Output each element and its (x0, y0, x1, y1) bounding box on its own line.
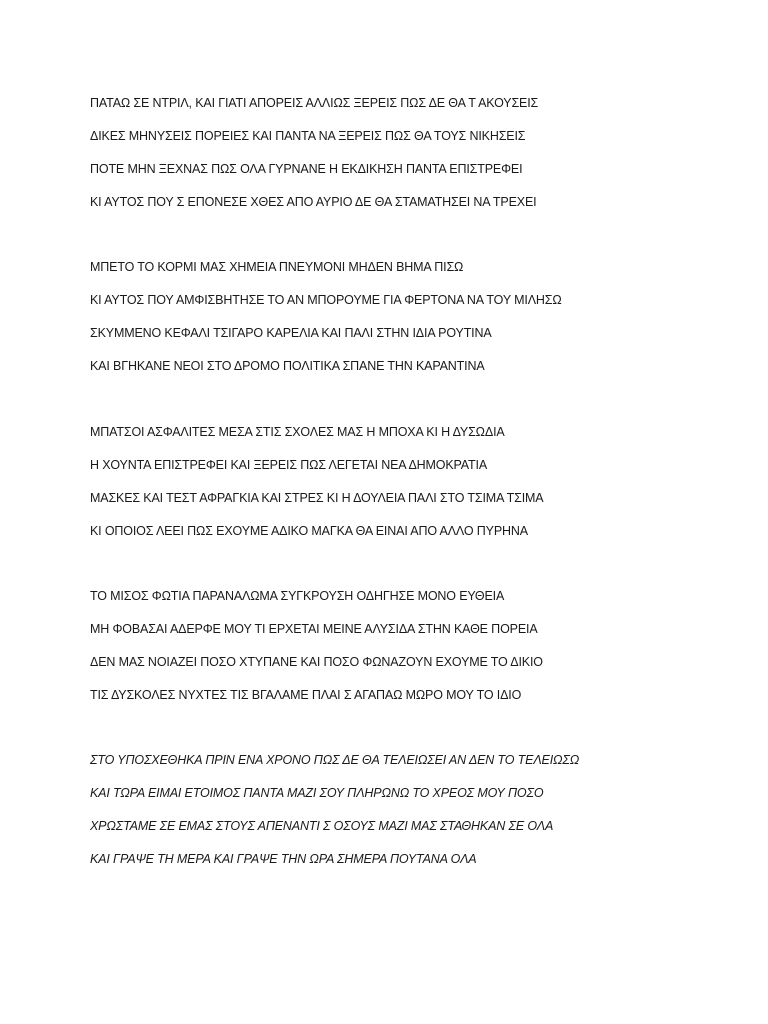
lyric-line: Η ΧΟΥΝΤΑ ΕΠΙΣΤΡΕΦΕΙ ΚΑΙ ΞΕΡΕΙΣ ΠΩΣ ΛΕΓΕΤΑΙ ΝΕΑ ΔΗΜΟΚΡΑΤΙΑ (90, 458, 488, 472)
lyric-line: ΚΑΙ ΓΡΑΨΕ ΤΗ ΜΕΡΑ ΚΑΙ ΓΡΑΨΕ ΤΗΝ ΩΡΑ ΣΗΜΕΡΑ ΠΟΥΤΑΝΑ ΟΛΑ (90, 852, 477, 866)
lyric-line: ΜΠΕΤΟ ΤΟ ΚΟΡΜΙ ΜΑΣ ΧΗΜΕΙΑ ΠΝΕΥΜΟΝΙ ΜΗΔΕΝ ΒΗΜΑ ΠΙΣΩ (90, 260, 464, 274)
lyric-line: ΠΑΤΑΩ ΣΕ ΝΤΡΙΛ, ΚΑΙ ΓΙΑΤΙ ΑΠΟΡΕΙΣ ΑΛΛΙΩΣ ΞΕΡΕΙΣ ΠΩΣ ΔΕ ΘΑ Τ ΑΚΟΥΣΕΙΣ (90, 96, 539, 110)
lyric-line: ΤΙΣ ΔΥΣΚΟΛΕΣ ΝΥΧΤΕΣ ΤΙΣ ΒΓΑΛΑΜΕ ΠΛΑΙ Σ ΑΓΑΠΑΩ ΜΩΡΟ ΜΟΥ ΤΟ ΙΔΙΟ (90, 688, 522, 702)
stanza-4 (90, 587, 730, 719)
stanza-2 (90, 258, 730, 390)
lyric-line: ΚΑΙ ΒΓΗΚΑΝΕ ΝΕΟΙ ΣΤΟ ΔΡΟΜΟ ΠΟΛΙΤΙΚΑ ΣΠΑΝΕ ΤΗΝ ΚΑΡΑΝΤΙΝΑ (90, 359, 485, 373)
lyric-line: ΣΚΥΜΜΕΝΟ ΚΕΦΑΛΙ ΤΣΙΓΑΡΟ ΚΑΡΕΛΙΑ ΚΑΙ ΠΑΛΙ ΣΤΗΝ ΙΔΙΑ ΡΟΥΤΙΝΑ (90, 326, 492, 340)
lyric-line: ΔΕΝ ΜΑΣ ΝΟΙΑΖΕΙ ΠΟΣΟ ΧΤΥΠΑΝΕ ΚΑΙ ΠΟΣΟ ΦΩΝΑΖΟΥΝ ΕΧΟΥΜΕ ΤΟ ΔΙΚΙΟ (90, 655, 543, 669)
lyric-line: ΔΙΚΕΣ ΜΗΝΥΣΕΙΣ ΠΟΡΕΙΕΣ ΚΑΙ ΠΑΝΤΑ ΝΑ ΞΕΡΕΙΣ ΠΩΣ ΘΑ ΤΟΥΣ ΝΙΚΗΣΕΙΣ (90, 129, 526, 143)
lyric-line: ΜΠΑΤΣΟΙ ΑΣΦΑΛΙΤΕΣ ΜΕΣΑ ΣΤΙΣ ΣΧΟΛΕΣ ΜΑΣ Η ΜΠΟΧΑ ΚΙ Η ΔΥΣΩΔΙΑ (90, 425, 505, 439)
stanza-5-italic (90, 751, 730, 883)
lyric-line: ΚΙ ΑΥΤΟΣ ΠΟΥ ΑΜΦΙΣΒΗΤΗΣΕ ΤΟ ΑΝ ΜΠΟΡΟΥΜΕ ΓΙΑ ΦΕΡΤΟΝΑ ΝΑ ΤΟΥ ΜΙΛΗΣΩ (90, 293, 562, 307)
lyric-line: ΤΟ ΜΙΣΟΣ ΦΩΤΙΑ ΠΑΡΑΝΑΛΩΜΑ ΣΥΓΚΡΟΥΣΗ ΟΔΗΓΗΣΕ ΜΟΝΟ ΕΥΘΕΙΑ (90, 589, 505, 603)
lyric-line: ΚΑΙ ΤΩΡΑ ΕΙΜΑΙ ΕΤΟΙΜΟΣ ΠΑΝΤΑ ΜΑΖΙ ΣΟΥ ΠΛΗΡΩΝΩ ΤΟ ΧΡΕΟΣ ΜΟΥ ΠΟΣΟ (90, 786, 544, 800)
lyric-line: ΚΙ ΑΥΤΟΣ ΠΟΥ Σ ΕΠΟΝΕΣΕ ΧΘΕΣ ΑΠΟ ΑΥΡΙΟ ΔΕ ΘΑ ΣΤΑΜΑΤΗΣΕΙ ΝΑ ΤΡΕΧΕΙ (90, 195, 537, 209)
stanza-1 (90, 94, 730, 226)
lyric-line: ΚΙ ΟΠΟΙΟΣ ΛΕΕΙ ΠΩΣ ΕΧΟΥΜΕ ΑΔΙΚΟ ΜΑΓΚΑ ΘΑ ΕΙΝΑΙ ΑΠΟ ΑΛΛΟ ΠΥΡΗΝΑ (90, 524, 528, 538)
lyric-line: ΠΟΤΕ ΜΗΝ ΞΕΧΝΑΣ ΠΩΣ ΟΛΑ ΓΥΡΝΑΝΕ Η ΕΚΔΙΚΗΣΗ ΠΑΝΤΑ ΕΠΙΣΤΡΕΦΕΙ (90, 162, 523, 176)
lyric-line: ΜΗ ΦΟΒΑΣΑΙ ΑΔΕΡΦΕ ΜΟΥ ΤΙ ΕΡΧΕΤΑΙ ΜΕΙΝΕ ΑΛΥΣΙΔΑ ΣΤΗΝ ΚΑΘΕ ΠΟΡΕΙΑ (90, 622, 538, 636)
lyric-line: ΧΡΩΣΤΑΜΕ ΣΕ ΕΜΑΣ ΣΤΟΥΣ ΑΠΕΝΑΝΤΙ Σ ΟΣΟΥΣ ΜΑΖΙ ΜΑΣ ΣΤΑΘΗΚΑΝ ΣΕ ΟΛΑ (90, 819, 554, 833)
lyric-line: ΣΤΟ ΥΠΟΣΧΕΘΗΚΑ ΠΡΙΝ ΕΝΑ ΧΡΟΝΟ ΠΩΣ ΔΕ ΘΑ ΤΕΛΕΙΩΣΕΙ ΑΝ ΔΕΝ ΤΟ ΤΕΛΕΙΩΣΩ (90, 753, 580, 767)
lyric-line: ΜΑΣΚΕΣ ΚΑΙ ΤΕΣΤ ΑΦΡΑΓΚΙΑ ΚΑΙ ΣΤΡΕΣ ΚΙ Η ΔΟΥΛΕΙΑ ΠΑΛΙ ΣΤΟ ΤΣΙΜΑ ΤΣΙΜΑ (90, 491, 544, 505)
stanza-3 (90, 423, 730, 555)
